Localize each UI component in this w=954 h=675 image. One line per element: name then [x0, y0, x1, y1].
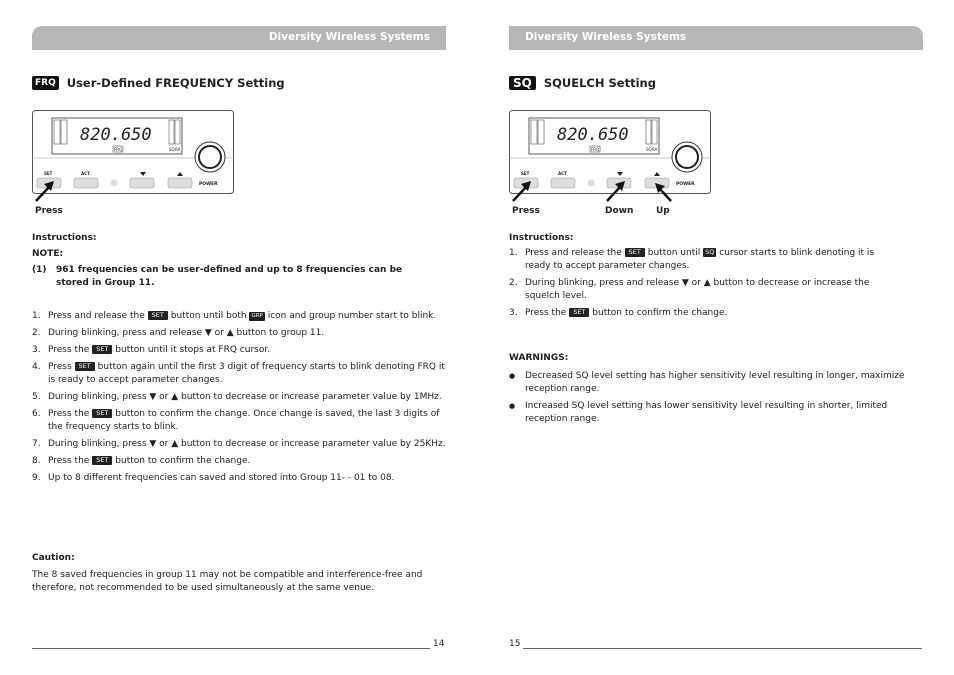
banner-title: Diversity Wireless Systems [525, 31, 687, 43]
sq-chip: SQ [705, 248, 715, 256]
warnings-list [509, 370, 919, 430]
steps-list [509, 247, 899, 324]
step-item: 1. Press and release the SET button until both GRP icon and group number start to blink. [32, 311, 437, 321]
step-item: 3. Press the SET button to confirm the change. [509, 308, 728, 318]
set-chip: SET [92, 409, 112, 418]
indicator-led [111, 180, 118, 187]
step-item: 4. Press SET button again until the first 3 digit of frequency starts to blink denoting FRQ it is ready to accept parameter changes. [32, 362, 445, 385]
footer-rule [523, 648, 922, 649]
set-chip: SET [569, 308, 589, 317]
section-title-text: User-Defined FREQUENCY Setting [66, 76, 285, 90]
warnings-heading: WARNINGS: [509, 353, 569, 363]
act-key-label: ACT [81, 171, 90, 176]
ra-tag: RA [652, 147, 658, 152]
note-heading: NOTE: [32, 249, 64, 259]
step-item: 3. Press the SET button until it stops at FRQ cursor. [32, 345, 271, 355]
act-key [74, 178, 98, 188]
header-banner [32, 26, 446, 50]
steps-list [32, 310, 446, 489]
press-label: Press [35, 206, 63, 216]
frq-tag: FRQ [591, 147, 600, 152]
sq-tag: SQ [646, 147, 652, 152]
down-label: Down [605, 206, 634, 216]
banner-title: Diversity Wireless Systems [268, 31, 430, 43]
note-number: (1) [32, 265, 47, 275]
section-title [509, 76, 656, 90]
step-item: 7. During blinking, press ▼ or ▲ button to decrease or increase parameter value by 25KHz. [32, 439, 446, 449]
page-number: 14 [433, 639, 445, 649]
caution-text: The 8 saved frequencies in group 11 may not be compatible and interference-free and therefore, not recommended to be used simultaneously at the same venue. [32, 570, 423, 593]
caution-heading: Caution: [32, 553, 75, 563]
ra-tag: RA [175, 147, 181, 152]
step-item: 2. During blinking, press and release ▼ or ▲ button to decrease or increase the squelch level. [509, 278, 870, 301]
header-banner [509, 26, 923, 50]
set-key-label: SET [521, 171, 530, 176]
left-page [32, 0, 446, 675]
step-item: 6. Press the SET button to confirm the change. Once change is saved, the last 3 digits of the frequency starts to blink. [32, 409, 440, 432]
key-arrows [509, 176, 709, 206]
frq-badge: FRQ [32, 76, 59, 90]
instructions-heading: Instructions: [509, 233, 574, 243]
power-label: POWER [676, 182, 695, 187]
warning-item: ● Decreased SQ level setting has higher sensitivity level resulting in longer, maximize reception range. [509, 370, 919, 396]
press-label: Press [512, 206, 540, 216]
instructions-heading: Instructions: [32, 233, 97, 243]
note-text: 961 frequencies can be user-defined and up to 8 frequencies can be stored in Group 11. [56, 265, 403, 288]
power-label: POWER [199, 182, 218, 187]
up-key [168, 178, 192, 188]
page-number: 15 [509, 639, 521, 649]
set-chip: SET [148, 311, 168, 320]
press-arrow-icon [513, 181, 531, 201]
set-chip: SET [625, 248, 645, 257]
down-pointer-arrow-icon [607, 181, 625, 201]
sq-badge: SQ [509, 76, 536, 90]
footer-rule [32, 648, 430, 649]
down-key [130, 178, 154, 188]
step-item: 8. Press the SET button to confirm the change. [32, 456, 251, 466]
warning-item: ● Increased SQ level setting has lower sensitivity level resulting in shorter, limited reception range. [509, 400, 919, 426]
press-arrow-icon [32, 176, 62, 206]
up-label: Up [656, 206, 670, 216]
set-key-label: SET [44, 171, 53, 176]
receiver-panel-diagram [32, 110, 234, 194]
note-item [32, 264, 446, 290]
section-title-text: SQUELCH Setting [543, 76, 656, 90]
frequency-display: 820.650 [557, 125, 629, 145]
right-page [509, 0, 923, 675]
frq-tag: FRQ [114, 147, 123, 152]
step-item: 1. Press and release the SET button until SQ cursor starts to blink denoting it is ready to accept parameter changes. [509, 248, 875, 271]
step-item: 2. During blinking, press and release ▼ or ▲ button to group 11. [32, 328, 325, 338]
set-chip: SET [92, 345, 112, 354]
act-key-label: ACT [558, 171, 567, 176]
set-chip: SET [92, 456, 112, 465]
step-item: 9. Up to 8 different frequencies can saved and stored into Group 11- - 01 to 08. [32, 473, 395, 483]
set-chip: SET [75, 362, 95, 371]
section-title [32, 76, 285, 90]
sq-tag: SQ [169, 147, 175, 152]
up-pointer-arrow-icon [655, 183, 671, 201]
grp-chip: GRP [251, 313, 263, 319]
step-item: 5. During blinking, press ▼ or ▲ button to decrease or increase parameter value by 1MHz. [32, 392, 442, 402]
frequency-display: 820.650 [80, 125, 152, 145]
